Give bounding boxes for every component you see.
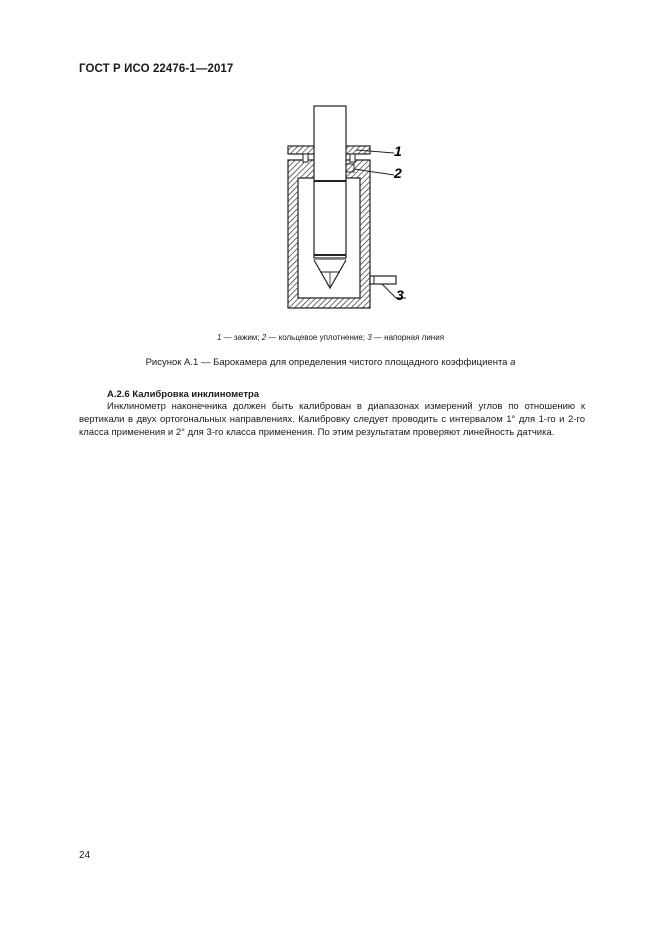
document-header: ГОСТ Р ИСО 22476-1—2017: [79, 63, 234, 75]
callout-2: 2: [394, 165, 402, 181]
section-paragraph: Инклинометр наконечника должен быть калиброван в диапазонах измерений углов по отношению к вертикали в двух ортогональных направлениях. Калибровку следует проводить с интервалом 1° для 1-го и 2-го класса применения и 2° для 3-го класса применения. По этим результатам проверяют линейность датчика.: [79, 401, 585, 438]
callout-1: 1: [394, 143, 402, 159]
callout-3: 3: [396, 287, 404, 303]
clamp-bolt-right: [350, 154, 355, 162]
figure-caption: Рисунок А.1 — Барокамера для определения чистого площадного коэффициента a: [145, 357, 516, 368]
figure-legend: 1 — зажим; 2 — кольцевое уплотнение; 3 — напорная линия: [216, 333, 445, 342]
ring-seal: [346, 164, 354, 172]
section-heading: А.2.6 Калибровка инклинометра: [107, 389, 260, 400]
pressure-chamber-figure: [270, 100, 410, 318]
page-number: 24: [79, 850, 91, 861]
clamp-bolt-left: [303, 154, 308, 162]
